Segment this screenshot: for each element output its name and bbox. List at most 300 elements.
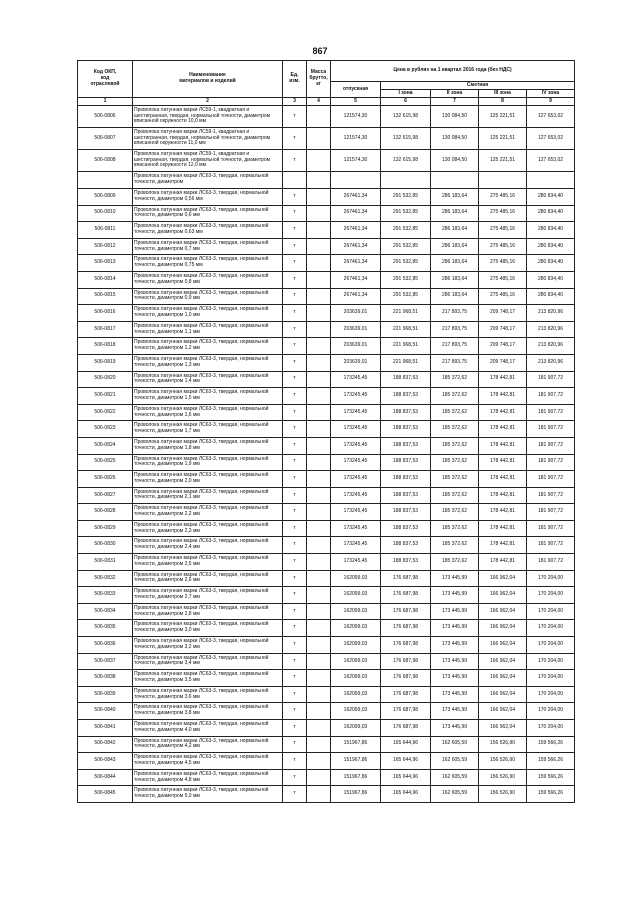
row-name: Проволока латунная марки ЛС63-3, твердая, нормальной точности, диаметром 0,7 мм (133, 238, 283, 255)
row-zone-3-price: 275 485,16 (479, 255, 527, 272)
row-unit: т (283, 238, 307, 255)
row-mass (307, 686, 331, 703)
row-release-price: 173245,45 (331, 471, 381, 488)
row-unit: т (283, 388, 307, 405)
row-zone-3-price: 166 962,04 (479, 720, 527, 737)
row-code: 506-0822 (78, 404, 133, 421)
table-row (78, 587, 575, 604)
row-mass (307, 653, 331, 670)
row-code: 506-0839 (78, 686, 133, 703)
row-zone-2-price: 130 084,50 (431, 150, 479, 172)
table-row (78, 354, 575, 371)
row-zone-2-price: 162 605,59 (431, 753, 479, 770)
row-unit: т (283, 537, 307, 554)
row-zone-2-price: 173 445,99 (431, 720, 479, 737)
row-code: 506-0810 (78, 205, 133, 222)
row-zone-1-price: 291 532,85 (381, 189, 431, 206)
row-unit: т (283, 404, 307, 421)
row-release-price: 173245,45 (331, 404, 381, 421)
column-number: 4 (307, 98, 331, 106)
row-mass (307, 421, 331, 438)
row-code: 506-0825 (78, 454, 133, 471)
row-release-price: 173245,45 (331, 554, 381, 571)
row-mass (307, 255, 331, 272)
header-zone-3: III зона (479, 90, 527, 98)
row-zone-4-price: 170 204,00 (527, 653, 575, 670)
row-release-price: 173245,45 (331, 371, 381, 388)
row-zone-4-price: 170 204,00 (527, 570, 575, 587)
row-release-price: 162099,03 (331, 653, 381, 670)
row-unit: т (283, 128, 307, 150)
row-unit: т (283, 255, 307, 272)
row-unit: т (283, 769, 307, 786)
row-zone-1-price: 176 687,98 (381, 603, 431, 620)
row-zone-2-price: 173 445,99 (431, 570, 479, 587)
row-zone-2-price: 162 605,59 (431, 769, 479, 786)
row-zone-2-price: 162 605,59 (431, 786, 479, 803)
row-zone-2-price: 286 183,64 (431, 205, 479, 222)
row-code: 506-0835 (78, 620, 133, 637)
row-zone-3-price: 166 962,04 (479, 703, 527, 720)
row-code: 506-0831 (78, 554, 133, 571)
row-zone-2-price: 185 372,62 (431, 454, 479, 471)
row-release-price: 267461,34 (331, 255, 381, 272)
row-zone-2-price: 217 893,75 (431, 338, 479, 355)
row-release-price: 173245,45 (331, 520, 381, 537)
row-mass (307, 404, 331, 421)
row-zone-2-price (431, 172, 479, 189)
row-code: 506-0820 (78, 371, 133, 388)
row-zone-1-price: 188 837,53 (381, 454, 431, 471)
row-code: 506-0840 (78, 703, 133, 720)
row-unit: т (283, 554, 307, 571)
row-mass (307, 570, 331, 587)
row-unit: т (283, 354, 307, 371)
row-zone-1-price: 176 687,98 (381, 587, 431, 604)
row-zone-4-price: 181 907,72 (527, 504, 575, 521)
row-zone-2-price: 185 372,62 (431, 471, 479, 488)
row-zone-4-price (527, 172, 575, 189)
row-zone-4-price: 170 204,00 (527, 720, 575, 737)
row-zone-4-price: 181 907,72 (527, 437, 575, 454)
row-zone-1-price: 165 644,96 (381, 753, 431, 770)
row-zone-4-price: 213 820,96 (527, 305, 575, 322)
row-release-price: 162099,03 (331, 686, 381, 703)
row-zone-1-price: 221 968,51 (381, 338, 431, 355)
row-zone-4-price: 159 566,26 (527, 769, 575, 786)
row-unit: т (283, 487, 307, 504)
row-code: 506-0817 (78, 321, 133, 338)
row-zone-2-price: 217 893,75 (431, 354, 479, 371)
row-unit: т (283, 786, 307, 803)
row-name: Проволока латунная марки ЛС63-3, твердая, нормальной точности, диаметром 3,8 мм (133, 703, 283, 720)
row-zone-3-price: 275 485,16 (479, 205, 527, 222)
table-row (78, 670, 575, 687)
row-unit: т (283, 150, 307, 172)
row-zone-3-price: 125 221,51 (479, 128, 527, 150)
row-zone-1-price: 176 687,98 (381, 620, 431, 637)
row-mass (307, 338, 331, 355)
row-code: 506-0824 (78, 437, 133, 454)
row-zone-4-price: 280 834,40 (527, 255, 575, 272)
row-zone-3-price: 275 485,16 (479, 189, 527, 206)
row-name: Проволока латунная марки ЛС63-3, твердая, нормальной точности, диаметром 2,1 мм (133, 487, 283, 504)
row-mass (307, 354, 331, 371)
row-zone-3-price: 275 485,16 (479, 288, 527, 305)
row-name: Проволока латунная марки ЛС63-3, твердая, нормальной точности, диаметром 1,9 мм (133, 454, 283, 471)
row-release-price: 121574,30 (331, 128, 381, 150)
table-body (78, 106, 575, 803)
row-name: Проволока латунная марки ЛС63-3, твердая, нормальной точности, диаметром 2,3 мм (133, 520, 283, 537)
column-number: 2 (133, 98, 283, 106)
table-row (78, 786, 575, 803)
row-release-price: 121574,30 (331, 106, 381, 128)
row-zone-1-price: 165 644,96 (381, 786, 431, 803)
row-name: Проволока латунная марки ЛС63-3, твердая, нормальной точности, диаметром 1,5 мм (133, 388, 283, 405)
row-name: Проволока латунная марки ЛС59-1, квадратная и шестигранная, твердая, нормальной точности, диаметром вписанной окружности 10,0 мм (133, 106, 283, 128)
row-zone-4-price: 159 566,26 (527, 786, 575, 803)
row-unit: т (283, 520, 307, 537)
row-code (78, 172, 133, 189)
table-row (78, 321, 575, 338)
row-zone-4-price: 170 204,00 (527, 670, 575, 687)
row-zone-3-price: 178 442,81 (479, 421, 527, 438)
row-release-price: 173245,45 (331, 487, 381, 504)
row-zone-3-price: 209 748,17 (479, 305, 527, 322)
row-code: 506-0814 (78, 271, 133, 288)
row-name: Проволока латунная марки ЛС63-3, твердая, нормальной точности, диаметром 1,0 мм (133, 305, 283, 322)
row-zone-1-price: 221 968,51 (381, 354, 431, 371)
row-mass (307, 150, 331, 172)
row-unit: т (283, 504, 307, 521)
row-zone-3-price: 166 962,04 (479, 570, 527, 587)
row-zone-1-price: 132 615,98 (381, 150, 431, 172)
row-mass (307, 786, 331, 803)
row-zone-1-price: 188 837,53 (381, 554, 431, 571)
row-code: 506-0845 (78, 786, 133, 803)
row-zone-2-price: 185 372,62 (431, 371, 479, 388)
row-zone-2-price: 217 893,75 (431, 305, 479, 322)
row-mass (307, 371, 331, 388)
row-zone-2-price: 286 183,64 (431, 189, 479, 206)
row-zone-1-price: 188 837,53 (381, 388, 431, 405)
row-mass (307, 637, 331, 654)
page-number: 867 (312, 46, 328, 56)
row-release-price (331, 172, 381, 189)
row-zone-4-price: 213 820,96 (527, 338, 575, 355)
table-row (78, 205, 575, 222)
row-zone-2-price: 130 084,50 (431, 106, 479, 128)
row-zone-2-price: 185 372,62 (431, 554, 479, 571)
row-zone-3-price: 166 962,04 (479, 620, 527, 637)
row-zone-4-price: 280 834,40 (527, 205, 575, 222)
row-release-price: 267461,34 (331, 288, 381, 305)
row-mass (307, 271, 331, 288)
row-name: Проволока латунная марки ЛС63-3, твердая, нормальной точности, диаметром 2,4 мм (133, 537, 283, 554)
column-number: 6 (381, 98, 431, 106)
table-row (78, 537, 575, 554)
row-zone-3-price: 156 526,90 (479, 736, 527, 753)
row-name: Проволока латунная марки ЛС63-3, твердая, нормальной точности, диаметром 0,6 мм (133, 205, 283, 222)
row-zone-4-price: 127 653,02 (527, 106, 575, 128)
row-name: Проволока латунная марки ЛС63-3, твердая, нормальной точности, диаметром 3,6 мм (133, 686, 283, 703)
row-zone-2-price: 217 893,75 (431, 321, 479, 338)
table-row (78, 487, 575, 504)
row-name: Проволока латунная марки ЛС63-3, твердая, нормальной точности, диаметром 3,0 мм (133, 620, 283, 637)
row-release-price: 162099,03 (331, 620, 381, 637)
row-zone-4-price: 280 834,40 (527, 222, 575, 239)
row-zone-1-price: 291 532,85 (381, 238, 431, 255)
row-unit: т (283, 205, 307, 222)
row-mass (307, 388, 331, 405)
row-code: 506-0837 (78, 653, 133, 670)
row-code: 506-0818 (78, 338, 133, 355)
row-name: Проволока латунная марки ЛС63-3, твердая, нормальной точности, диаметром 0,56 мм (133, 189, 283, 206)
row-mass (307, 321, 331, 338)
row-unit: т (283, 454, 307, 471)
row-zone-3-price: 156 526,90 (479, 769, 527, 786)
row-name: Проволока латунная марки ЛС63-3, твердая, нормальной точности, диаметром 2,0 мм (133, 471, 283, 488)
row-zone-1-price: 221 968,51 (381, 321, 431, 338)
row-zone-2-price: 185 372,62 (431, 437, 479, 454)
table-row (78, 769, 575, 786)
row-mass (307, 238, 331, 255)
row-unit: т (283, 720, 307, 737)
row-zone-2-price: 130 084,50 (431, 128, 479, 150)
row-zone-2-price: 173 445,99 (431, 603, 479, 620)
header-code: Код ОКП, код отраслевой (78, 61, 133, 98)
row-release-price: 203639,01 (331, 305, 381, 322)
row-zone-3-price: 166 962,04 (479, 686, 527, 703)
row-zone-2-price: 185 372,62 (431, 520, 479, 537)
row-release-price: 173245,45 (331, 454, 381, 471)
row-zone-4-price: 280 834,40 (527, 271, 575, 288)
row-zone-1-price: 132 615,98 (381, 128, 431, 150)
row-zone-3-price (479, 172, 527, 189)
row-unit: т (283, 471, 307, 488)
table-row (78, 404, 575, 421)
header-zone-1: I зона (381, 90, 431, 98)
row-name: Проволока латунная марки ЛС63-3, твердая, нормальной точности, диаметром 1,4 мм (133, 371, 283, 388)
row-release-price: 173245,45 (331, 421, 381, 438)
row-name: Проволока латунная марки ЛС63-3, твердая, нормальной точности, диаметром 3,5 мм (133, 670, 283, 687)
row-zone-3-price: 178 442,81 (479, 554, 527, 571)
row-zone-4-price: 181 907,72 (527, 537, 575, 554)
row-release-price: 162099,03 (331, 570, 381, 587)
row-zone-3-price: 178 442,81 (479, 471, 527, 488)
table-row (78, 338, 575, 355)
row-name: Проволока латунная марки ЛС63-3, твердая, нормальной точности, диаметром 1,6 мм (133, 404, 283, 421)
row-release-price: 173245,45 (331, 537, 381, 554)
column-number: 3 (283, 98, 307, 106)
row-zone-3-price: 166 962,04 (479, 653, 527, 670)
row-name: Проволока латунная марки ЛС63-3, твердая, нормальной точности, диаметром 4,0 мм (133, 720, 283, 737)
row-zone-2-price: 173 445,99 (431, 670, 479, 687)
table-row (78, 720, 575, 737)
column-number: 7 (431, 98, 479, 106)
row-unit: т (283, 106, 307, 128)
column-number: 8 (479, 98, 527, 106)
row-zone-2-price: 162 605,59 (431, 736, 479, 753)
row-zone-4-price: 280 834,40 (527, 288, 575, 305)
price-table (77, 60, 575, 803)
row-mass (307, 487, 331, 504)
row-release-price: 162099,03 (331, 703, 381, 720)
row-zone-1-price: 165 644,96 (381, 769, 431, 786)
row-release-price: 173245,45 (331, 437, 381, 454)
row-zone-1-price: 176 687,98 (381, 637, 431, 654)
table-row (78, 222, 575, 239)
row-zone-3-price: 178 442,81 (479, 487, 527, 504)
row-zone-4-price: 170 204,00 (527, 620, 575, 637)
row-zone-4-price: 181 907,72 (527, 388, 575, 405)
row-zone-1-price: 291 532,85 (381, 255, 431, 272)
row-zone-2-price: 173 445,99 (431, 620, 479, 637)
row-mass (307, 106, 331, 128)
row-code: 506-0828 (78, 504, 133, 521)
row-zone-2-price: 173 445,99 (431, 686, 479, 703)
table-row (78, 128, 575, 150)
column-number-row (78, 98, 575, 106)
row-name: Проволока латунная марки ЛС63-3, твердая, нормальной точности, диаметром 5,0 мм (133, 786, 283, 803)
table-row (78, 554, 575, 571)
row-release-price: 203639,01 (331, 354, 381, 371)
row-zone-3-price: 178 442,81 (479, 404, 527, 421)
row-release-price: 151967,86 (331, 786, 381, 803)
header-unit: Ед. изм. (283, 61, 307, 98)
row-unit: т (283, 437, 307, 454)
row-zone-1-price: 291 532,85 (381, 222, 431, 239)
row-unit: т (283, 271, 307, 288)
row-mass (307, 736, 331, 753)
row-release-price: 151967,86 (331, 736, 381, 753)
table-row (78, 150, 575, 172)
row-unit: т (283, 570, 307, 587)
row-mass (307, 454, 331, 471)
row-zone-3-price: 178 442,81 (479, 504, 527, 521)
row-code: 506-0812 (78, 238, 133, 255)
row-zone-1-price: 188 837,53 (381, 537, 431, 554)
row-zone-3-price: 166 962,04 (479, 670, 527, 687)
table-row (78, 603, 575, 620)
table-row (78, 520, 575, 537)
row-zone-4-price: 181 907,72 (527, 454, 575, 471)
row-release-price: 267461,34 (331, 238, 381, 255)
row-name: Проволока латунная марки ЛС63-3, твердая, нормальной точности, диаметром 1,7 мм (133, 421, 283, 438)
row-name: Проволока латунная марки ЛС63-3, твердая, нормальной точности, диаметром 2,5 мм (133, 554, 283, 571)
row-zone-2-price: 173 445,99 (431, 587, 479, 604)
row-code: 506-0806 (78, 106, 133, 128)
row-zone-3-price: 275 485,16 (479, 271, 527, 288)
row-name: Проволока латунная марки ЛС63-3, твердая, нормальной точности, диаметром 3,4 мм (133, 653, 283, 670)
row-unit: т (283, 620, 307, 637)
row-zone-3-price: 209 748,17 (479, 354, 527, 371)
row-zone-3-price: 178 442,81 (479, 388, 527, 405)
table-row (78, 305, 575, 322)
row-code: 506-0808 (78, 150, 133, 172)
row-zone-3-price: 125 221,51 (479, 106, 527, 128)
row-mass (307, 587, 331, 604)
row-code: 506-0809 (78, 189, 133, 206)
row-zone-3-price: 275 485,16 (479, 238, 527, 255)
table-row (78, 686, 575, 703)
row-name: Проволока латунная марки ЛС63-3, твердая, нормальной точности, диаметром 0,75 мм (133, 255, 283, 272)
header-release-price: отпускная (331, 82, 381, 98)
row-mass (307, 172, 331, 189)
row-name: Проволока латунная марки ЛС63-3, твердая, нормальной точности, диаметром 2,8 мм (133, 603, 283, 620)
row-name: Проволока латунная марки ЛС63-3, твердая, нормальной точности, диаметром (133, 172, 283, 189)
row-zone-2-price: 185 372,62 (431, 421, 479, 438)
row-zone-3-price: 166 962,04 (479, 637, 527, 654)
row-mass (307, 205, 331, 222)
row-mass (307, 128, 331, 150)
row-mass (307, 670, 331, 687)
row-zone-2-price: 185 372,62 (431, 388, 479, 405)
row-release-price: 151967,86 (331, 753, 381, 770)
row-zone-3-price: 125 221,51 (479, 150, 527, 172)
row-zone-2-price: 286 183,64 (431, 288, 479, 305)
row-code: 506-0830 (78, 537, 133, 554)
row-zone-1-price: 188 837,53 (381, 371, 431, 388)
row-name: Проволока латунная марки ЛС63-3, твердая, нормальной точности, диаметром 4,2 мм (133, 736, 283, 753)
row-release-price: 151967,86 (331, 769, 381, 786)
row-release-price: 121574,30 (331, 150, 381, 172)
row-zone-4-price: 159 566,26 (527, 736, 575, 753)
row-zone-4-price: 181 907,72 (527, 404, 575, 421)
row-code: 506-0821 (78, 388, 133, 405)
row-zone-3-price: 275 485,16 (479, 222, 527, 239)
row-name: Проволока латунная марки ЛС63-3, твердая, нормальной точности, диаметром 2,7 мм (133, 587, 283, 604)
row-unit: т (283, 753, 307, 770)
row-mass (307, 753, 331, 770)
table-row (78, 454, 575, 471)
row-unit: т (283, 736, 307, 753)
row-zone-1-price (381, 172, 431, 189)
table-row (78, 106, 575, 128)
row-zone-4-price: 127 653,02 (527, 128, 575, 150)
table-row (78, 703, 575, 720)
row-zone-1-price: 176 687,98 (381, 653, 431, 670)
row-unit: т (283, 321, 307, 338)
row-unit: т (283, 338, 307, 355)
row-zone-1-price: 188 837,53 (381, 437, 431, 454)
row-zone-4-price: 280 834,40 (527, 238, 575, 255)
row-mass (307, 720, 331, 737)
row-release-price: 162099,03 (331, 603, 381, 620)
row-mass (307, 471, 331, 488)
row-zone-1-price: 291 532,85 (381, 271, 431, 288)
row-name: Проволока латунная марки ЛС63-3, твердая, нормальной точности, диаметром 2,6 мм (133, 570, 283, 587)
row-name: Проволока латунная марки ЛС63-3, твердая, нормальной точности, диаметром 0,8 мм (133, 271, 283, 288)
row-release-price: 173245,45 (331, 504, 381, 521)
row-release-price: 267461,34 (331, 205, 381, 222)
row-code: 506-0811 (78, 222, 133, 239)
row-zone-2-price: 173 445,99 (431, 653, 479, 670)
row-zone-3-price: 178 442,81 (479, 454, 527, 471)
row-release-price: 162099,03 (331, 637, 381, 654)
row-code: 506-0832 (78, 570, 133, 587)
row-zone-4-price: 159 566,26 (527, 753, 575, 770)
row-zone-2-price: 286 183,64 (431, 271, 479, 288)
row-release-price: 203639,01 (331, 338, 381, 355)
row-mass (307, 189, 331, 206)
row-release-price: 173245,45 (331, 388, 381, 405)
row-unit: т (283, 670, 307, 687)
row-mass (307, 769, 331, 786)
row-code: 506-0841 (78, 720, 133, 737)
table-row (78, 570, 575, 587)
row-zone-1-price: 291 532,85 (381, 205, 431, 222)
